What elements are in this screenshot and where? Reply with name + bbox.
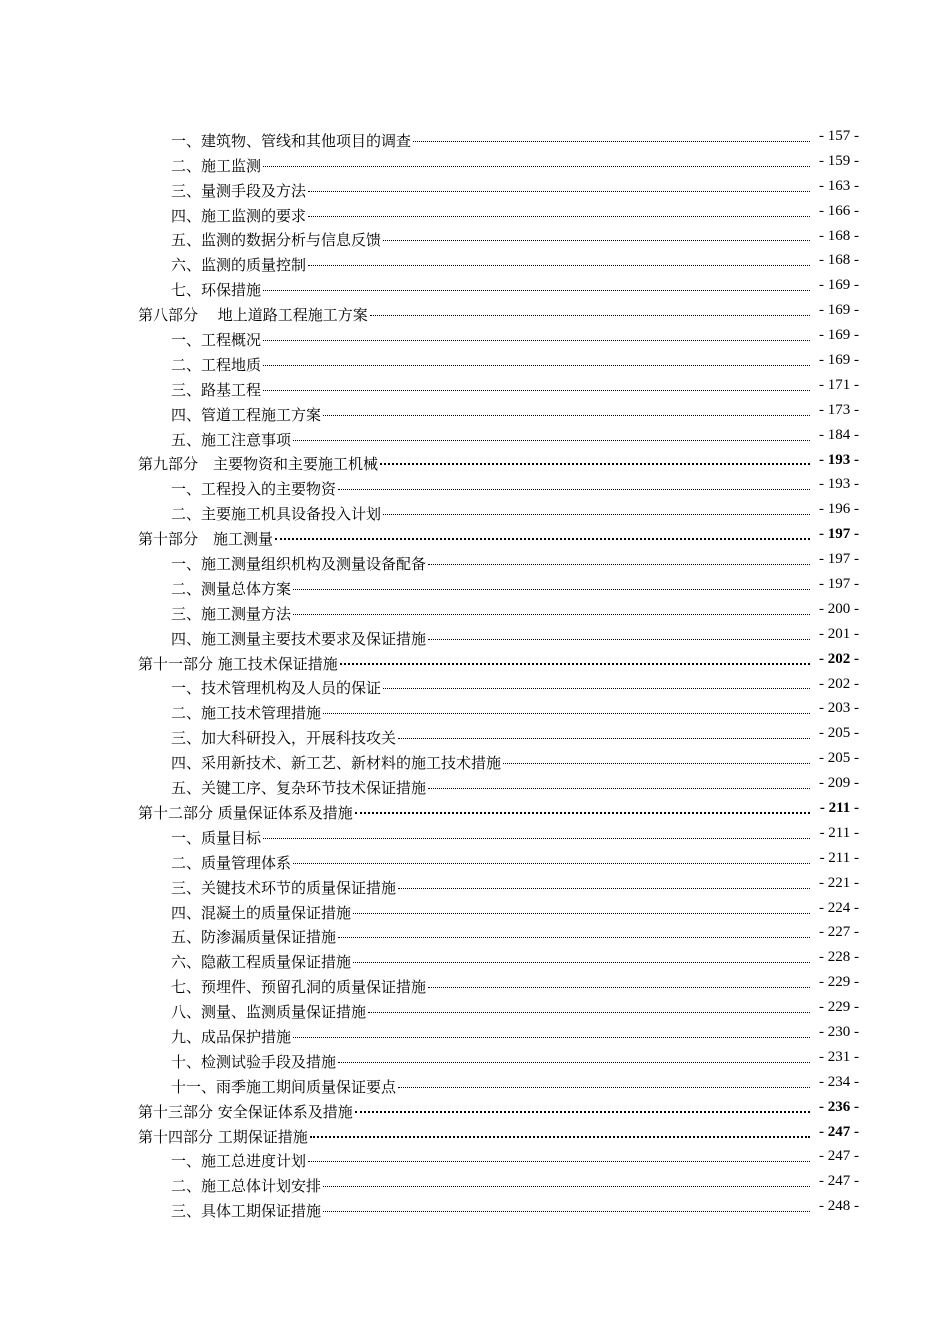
toc-entry-title: 二、测量总体方案	[171, 579, 292, 598]
toc-page-number: - 193 -	[819, 451, 859, 468]
toc-entry-title: 二、施工技术管理措施	[171, 704, 322, 723]
toc-subsection-entry[interactable]	[0, 1194, 950, 1219]
toc-page-number: - 166 -	[819, 202, 859, 219]
toc-page-number: - 230 -	[819, 1024, 859, 1040]
toc-dot-leader	[293, 1037, 810, 1038]
toc-subsection-entry[interactable]	[0, 124, 950, 149]
toc-dot-leader	[428, 987, 810, 988]
toc-entry-title: 一、工程概况	[171, 331, 262, 350]
toc-page-number: - 197 -	[819, 551, 859, 568]
toc-section-entry[interactable]	[0, 298, 950, 323]
toc-section-entry[interactable]	[0, 1120, 950, 1145]
toc-entry-title: 九、成品保护措施	[171, 1027, 292, 1046]
toc-subsection-entry[interactable]	[0, 1070, 950, 1095]
toc-page-number: - 234 -	[819, 1073, 859, 1090]
toc-page-number: - 231 -	[819, 1048, 859, 1065]
toc-dot-leader	[503, 763, 810, 764]
toc-page-number: - 205 -	[819, 725, 859, 742]
toc-dot-leader	[308, 216, 810, 217]
toc-page-number: - 169 -	[819, 302, 859, 319]
toc-entry-title: 一、质量目标	[171, 828, 262, 847]
toc-entry-title: 十一、雨季施工期间质量保证要点	[171, 1077, 397, 1096]
toc-subsection-entry[interactable]	[0, 472, 950, 497]
table-of-contents	[0, 124, 950, 1219]
toc-entry-title: 五、关键工序、复杂环节技术保证措施	[171, 779, 427, 798]
toc-dot-leader	[275, 538, 810, 540]
toc-entry-title: 七、预埋件、预留孔洞的质量保证措施	[171, 978, 427, 997]
toc-dot-leader	[323, 713, 810, 714]
toc-page-number: - 159 -	[819, 152, 859, 169]
toc-page-number: - 193 -	[819, 476, 859, 493]
toc-subsection-entry[interactable]	[0, 846, 950, 871]
toc-dot-leader	[380, 463, 810, 465]
toc-page-number: - 169 -	[819, 277, 859, 294]
toc-subsection-entry[interactable]	[0, 746, 950, 771]
toc-dot-leader	[308, 265, 810, 266]
toc-page-number: - 157 -	[819, 127, 859, 144]
toc-entry-title: 四、采用新技术、新工艺、新材料的施工技术措施	[171, 754, 502, 773]
toc-dot-leader	[428, 564, 810, 565]
toc-dot-leader	[383, 514, 810, 515]
toc-section-entry[interactable]	[0, 448, 950, 473]
toc-page-number: - 247 -	[819, 1173, 859, 1190]
toc-dot-leader	[310, 1136, 810, 1138]
toc-entry-title: 四、管道工程施工方案	[171, 405, 322, 424]
toc-entry-title: 三、关键技术环节的质量保证措施	[171, 878, 397, 897]
toc-dot-leader	[263, 365, 810, 366]
toc-subsection-entry[interactable]	[0, 149, 950, 174]
toc-page-number: - 168 -	[819, 227, 859, 244]
toc-dot-leader	[338, 937, 810, 938]
toc-section-entry[interactable]	[0, 1095, 950, 1120]
toc-entry-title: 五、防渗漏质量保证措施	[171, 928, 337, 947]
toc-entry-title: 第九部分 主要物资和主要施工机械	[138, 455, 379, 474]
toc-page-number: - 211 -	[819, 824, 859, 841]
toc-dot-leader	[263, 838, 810, 839]
toc-page-number: - 228 -	[819, 949, 859, 966]
toc-dot-leader	[340, 663, 810, 665]
toc-entry-title: 十、检测试验手段及措施	[171, 1052, 337, 1071]
toc-section-entry[interactable]	[0, 522, 950, 547]
toc-subsection-entry[interactable]	[0, 622, 950, 647]
toc-dot-leader	[293, 589, 810, 590]
toc-subsection-entry[interactable]	[0, 896, 950, 921]
toc-dot-leader	[355, 812, 810, 814]
toc-dot-leader	[368, 1012, 810, 1013]
toc-subsection-entry[interactable]	[0, 672, 950, 697]
toc-dot-leader	[398, 1087, 810, 1088]
toc-page-number: - 221 -	[819, 874, 859, 891]
toc-dot-leader	[353, 962, 810, 963]
toc-dot-leader	[308, 1161, 810, 1162]
toc-dot-leader	[293, 440, 810, 441]
toc-dot-leader	[263, 390, 810, 391]
toc-entry-title: 四、施工测量主要技术要求及保证措施	[171, 629, 427, 648]
toc-page-number: - 202 -	[819, 650, 859, 667]
toc-section-entry[interactable]	[0, 796, 950, 821]
toc-subsection-entry[interactable]	[0, 696, 950, 721]
toc-page-number: - 209 -	[819, 775, 859, 792]
toc-entry-title: 第十二部分 质量保证体系及措施	[138, 803, 353, 822]
toc-entry-title: 二、质量管理体系	[171, 853, 292, 872]
toc-entry-title: 一、工程投入的主要物资	[171, 480, 337, 499]
toc-subsection-entry[interactable]	[0, 423, 950, 448]
toc-page-number: - 211 -	[819, 849, 859, 866]
toc-entry-title: 三、施工测量方法	[171, 604, 292, 623]
toc-subsection-entry[interactable]	[0, 771, 950, 796]
toc-entry-title: 五、监测的数据分析与信息反馈	[171, 231, 382, 250]
toc-subsection-entry[interactable]	[0, 248, 950, 273]
toc-entry-title: 第十部分 施工测量	[138, 530, 274, 549]
toc-dot-leader	[308, 191, 810, 192]
toc-dot-leader	[370, 315, 810, 316]
toc-entry-title: 三、路基工程	[171, 380, 262, 399]
toc-entry-title: 六、隐蔽工程质量保证措施	[171, 953, 352, 972]
toc-dot-leader	[353, 913, 810, 914]
toc-page-number: - 168 -	[819, 252, 859, 269]
toc-entry-title: 五、施工注意事项	[171, 430, 292, 449]
toc-dot-leader	[413, 141, 810, 142]
toc-subsection-entry[interactable]	[0, 1020, 950, 1045]
toc-subsection-entry[interactable]	[0, 597, 950, 622]
toc-page-number: - 203 -	[819, 700, 859, 717]
toc-entry-title: 一、施工总进度计划	[171, 1152, 307, 1171]
toc-page-number: - 247 -	[819, 1123, 859, 1140]
toc-entry-title: 四、混凝土的质量保证措施	[171, 903, 352, 922]
toc-dot-leader	[263, 166, 810, 167]
toc-dot-leader	[323, 1186, 810, 1187]
toc-entry-title: 第十四部分 工期保证措施	[138, 1127, 308, 1146]
toc-dot-leader	[323, 1211, 810, 1212]
toc-dot-leader	[398, 738, 810, 739]
toc-page-number: - 227 -	[819, 924, 859, 941]
toc-entry-title: 三、具体工期保证措施	[171, 1202, 322, 1221]
toc-subsection-entry[interactable]	[0, 721, 950, 746]
toc-subsection-entry[interactable]	[0, 1145, 950, 1170]
toc-dot-leader	[293, 614, 810, 615]
toc-page-number: - 229 -	[819, 974, 859, 991]
toc-section-entry[interactable]	[0, 647, 950, 672]
toc-dot-leader	[383, 688, 810, 689]
toc-dot-leader	[338, 1062, 810, 1063]
toc-dot-leader	[263, 340, 810, 341]
toc-dot-leader	[383, 240, 810, 241]
toc-subsection-entry[interactable]	[0, 174, 950, 199]
toc-dot-leader	[323, 415, 810, 416]
toc-entry-title: 二、施工总体计划安排	[171, 1177, 322, 1196]
toc-entry-title: 七、环保措施	[171, 281, 262, 300]
toc-subsection-entry[interactable]	[0, 497, 950, 522]
toc-subsection-entry[interactable]	[0, 572, 950, 597]
toc-subsection-entry[interactable]	[0, 199, 950, 224]
toc-entry-title: 八、测量、监测质量保证措施	[171, 1003, 367, 1022]
toc-entry-title: 六、监测的质量控制	[171, 256, 307, 275]
toc-entry-title: 二、施工监测	[171, 156, 262, 175]
toc-entry-title: 第十一部分 施工技术保证措施	[138, 654, 338, 673]
toc-page-number: - 197 -	[819, 575, 859, 592]
toc-page-number: - 169 -	[819, 327, 859, 344]
toc-entry-title: 四、施工监测的要求	[171, 206, 307, 225]
toc-dot-leader	[428, 788, 810, 789]
toc-dot-leader	[398, 888, 810, 889]
toc-page-number: - 184 -	[819, 426, 859, 443]
toc-page-number: - 197 -	[819, 526, 859, 543]
toc-subsection-entry[interactable]	[0, 273, 950, 298]
toc-page-number: - 247 -	[819, 1148, 859, 1165]
toc-entry-title: 三、量测手段及方法	[171, 181, 307, 200]
toc-page-number: - 202 -	[819, 675, 859, 692]
toc-page-number: - 229 -	[819, 999, 859, 1016]
toc-page-number: - 224 -	[819, 899, 859, 916]
toc-dot-leader	[355, 1111, 810, 1113]
toc-subsection-entry[interactable]	[0, 921, 950, 946]
toc-page-number: - 205 -	[819, 750, 859, 767]
toc-page-number: - 169 -	[819, 351, 859, 368]
toc-subsection-entry[interactable]	[0, 1045, 950, 1070]
toc-entry-title: 二、工程地质	[171, 355, 262, 374]
toc-page-number: - 200 -	[819, 600, 859, 617]
toc-page-number: - 173 -	[819, 401, 859, 418]
toc-dot-leader	[293, 863, 810, 864]
toc-dot-leader	[338, 489, 810, 490]
toc-entry-title: 一、技术管理机构及人员的保证	[171, 679, 382, 698]
toc-subsection-entry[interactable]	[0, 970, 950, 995]
toc-dot-leader	[428, 639, 810, 640]
toc-subsection-entry[interactable]	[0, 323, 950, 348]
toc-subsection-entry[interactable]	[0, 547, 950, 572]
toc-page-number: - 163 -	[819, 177, 859, 194]
toc-page-number: - 201 -	[819, 625, 859, 642]
toc-page-number: - 196 -	[819, 501, 859, 518]
toc-entry-title: 第十三部分 安全保证体系及措施	[138, 1102, 353, 1121]
toc-subsection-entry[interactable]	[0, 348, 950, 373]
toc-subsection-entry[interactable]	[0, 995, 950, 1020]
toc-entry-title: 第八部分 地上道路工程施工方案	[138, 306, 368, 325]
toc-subsection-entry[interactable]	[0, 224, 950, 249]
toc-entry-title: 一、建筑物、管线和其他项目的调查	[171, 131, 412, 150]
toc-subsection-entry[interactable]	[0, 398, 950, 423]
toc-subsection-entry[interactable]	[0, 945, 950, 970]
toc-subsection-entry[interactable]	[0, 1169, 950, 1194]
toc-entry-title: 二、主要施工机具设备投入计划	[171, 505, 382, 524]
toc-subsection-entry[interactable]	[0, 373, 950, 398]
toc-page-number: - 211 -	[819, 799, 859, 816]
toc-subsection-entry[interactable]	[0, 871, 950, 896]
toc-page-number: - 171 -	[819, 376, 859, 393]
toc-entry-title: 三、加大科研投入，开展科技攻关	[171, 729, 397, 748]
toc-page-number: - 236 -	[819, 1098, 859, 1115]
toc-dot-leader	[263, 290, 810, 291]
toc-subsection-entry[interactable]	[0, 821, 950, 846]
toc-entry-title: 一、施工测量组织机构及测量设备配备	[171, 555, 427, 574]
toc-page-number: - 248 -	[819, 1198, 859, 1215]
